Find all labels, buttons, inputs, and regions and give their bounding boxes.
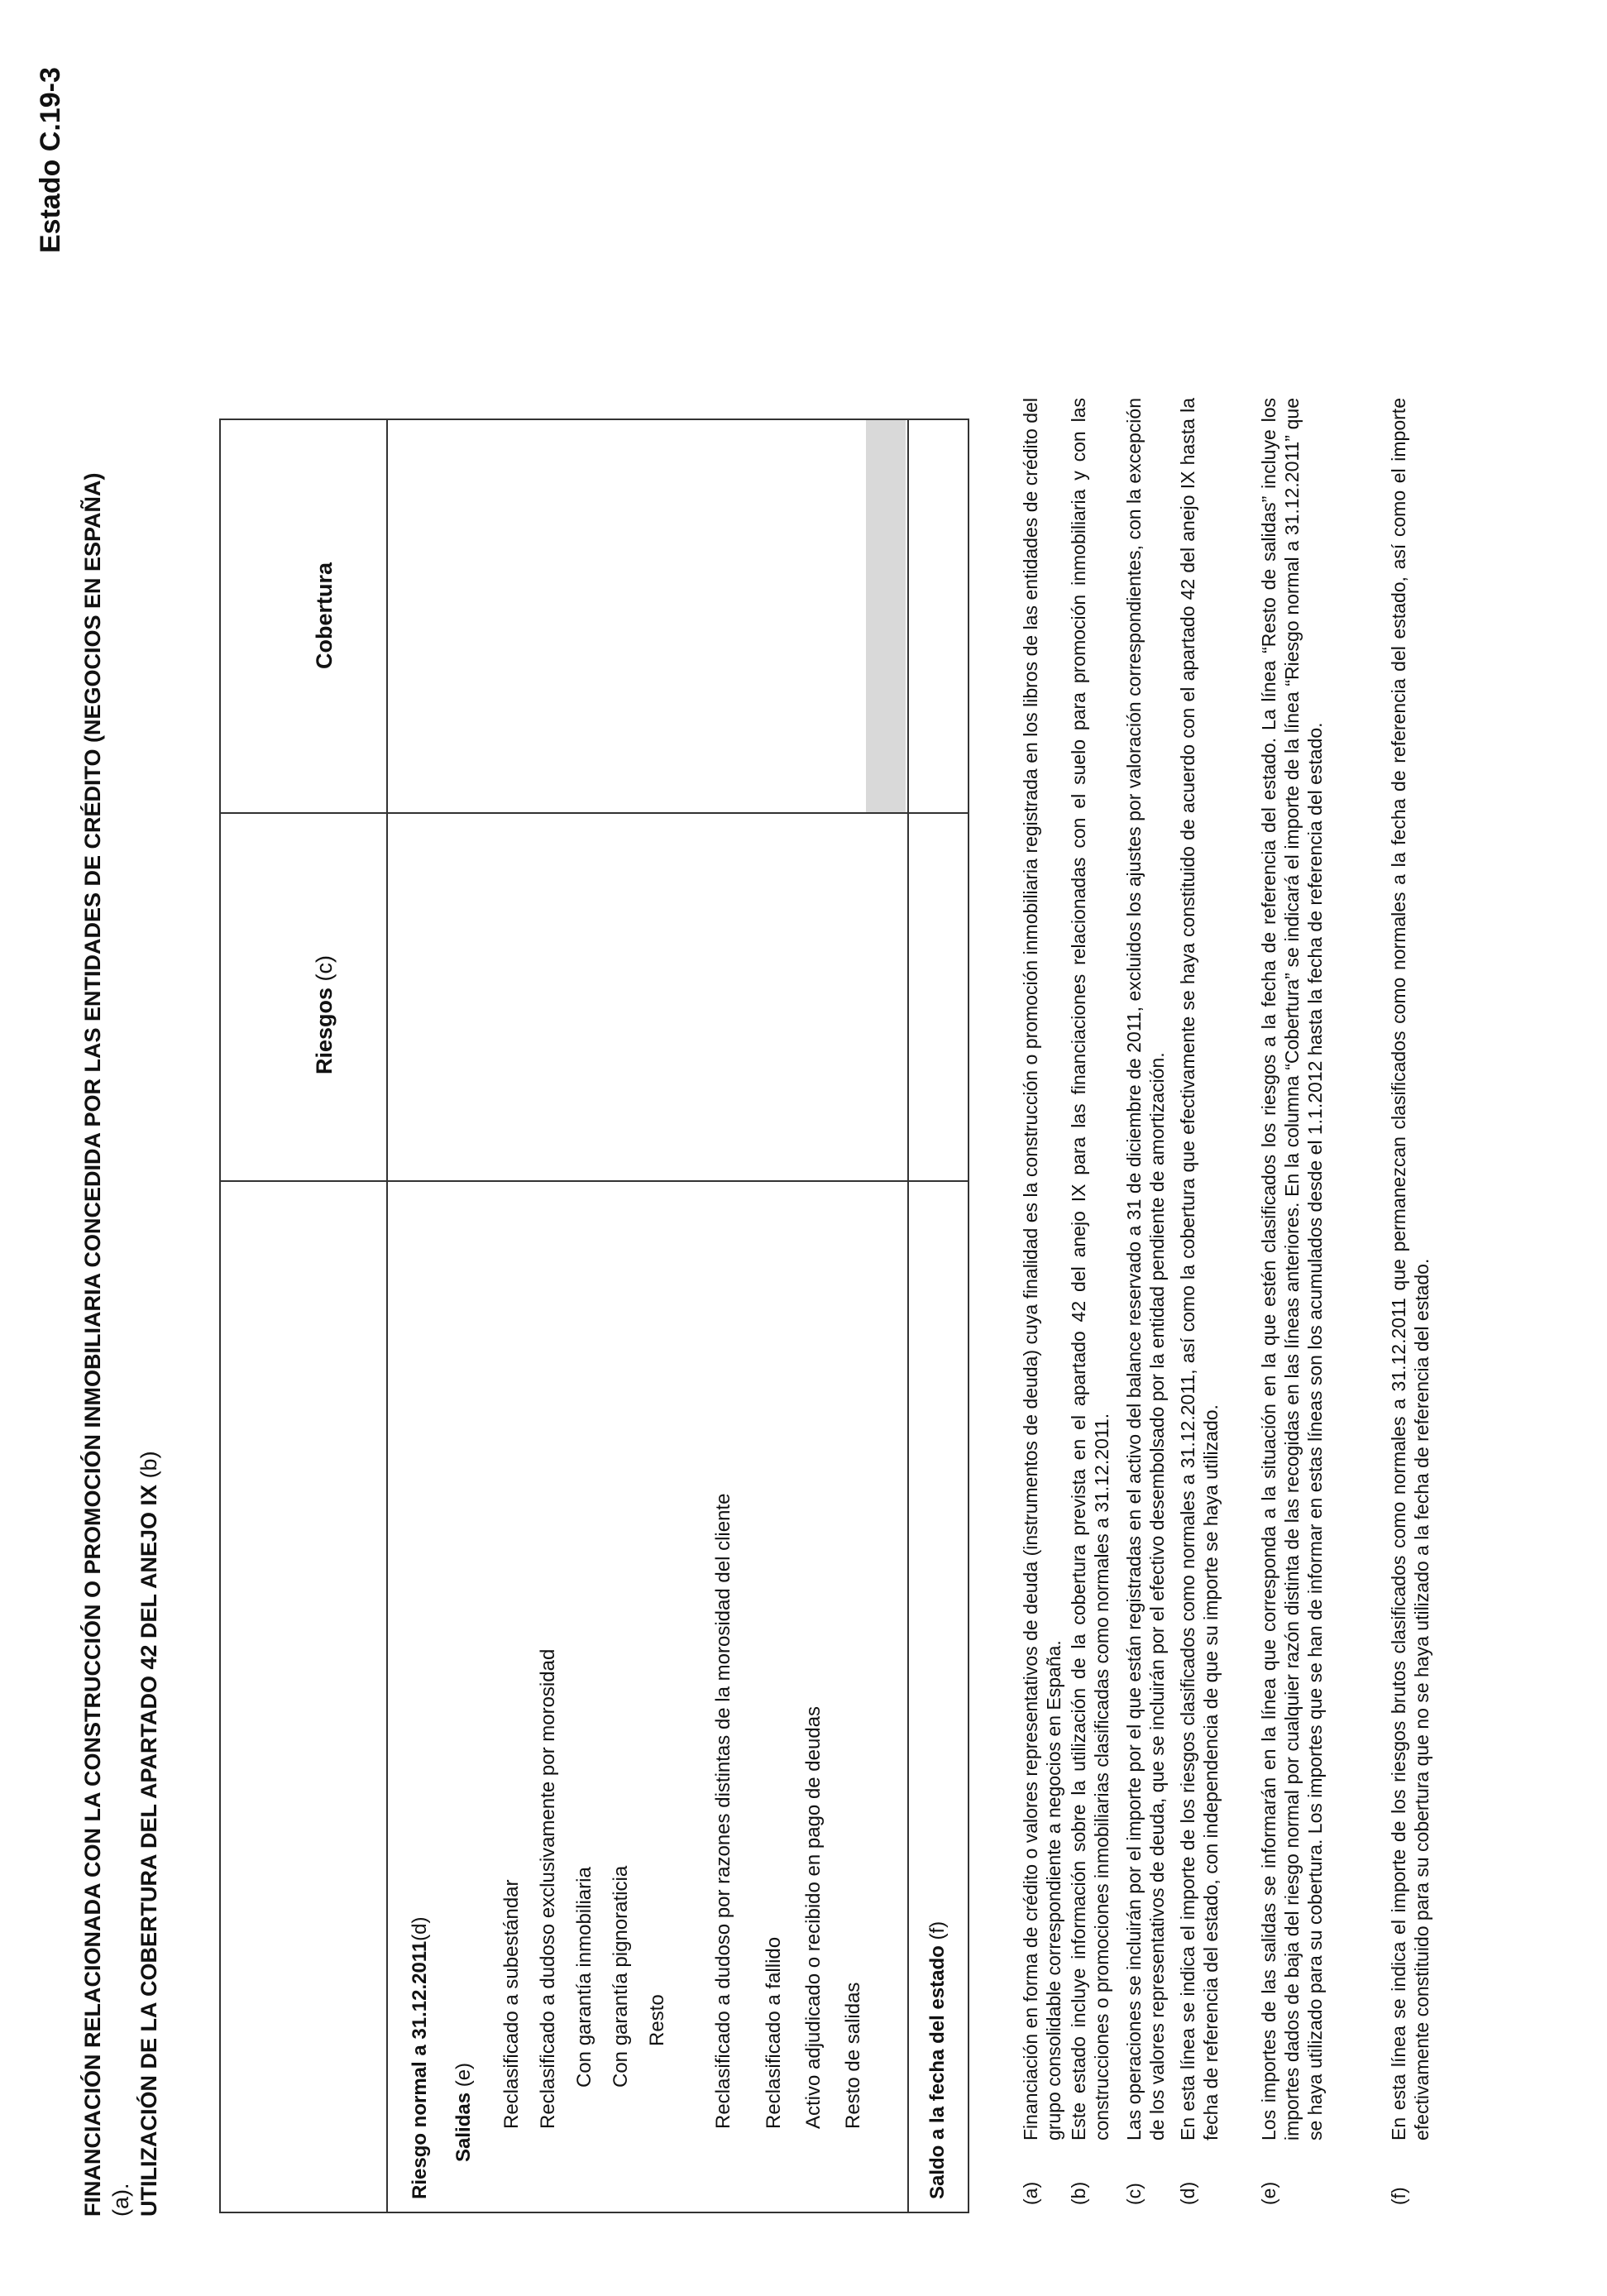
column-header-cobertura: Cobertura xyxy=(312,562,337,669)
footnote-text: En esta línea se indica el importe de los riesgos brutos clasificados como normales a 31.12.2011 que permanezcan clasificados como normales a la fecha de referencia del estado, así como el importe efectivamente constituido para su cobertura que no se haya utilizado a la fecha de referencia del estado. xyxy=(1388,398,1432,2141)
footer-divider xyxy=(907,420,909,2212)
header-divider xyxy=(386,420,388,2212)
footnote-c xyxy=(1122,398,1169,2205)
footnote-letter: (b) xyxy=(1068,2181,1089,2205)
row-garantia-pignoraticia: Con garantía pignoraticia xyxy=(610,1865,632,2088)
footnote-letter: (d) xyxy=(1177,2181,1198,2205)
row-resto: Resto xyxy=(646,1994,668,2046)
footnote-letter: (f) xyxy=(1388,2187,1409,2205)
footnote-text: Este estado incluye información sobre la utilización de la cobertura prevista en el apartado 42 del anejo IX para las financiaciones relacionadas con el suelo para promoción inmobiliaria y con las construcciones o promociones inmobiliarias clasificadas como normales a 31.12.2011. xyxy=(1068,398,1112,2141)
footnote-text: En esta línea se indica el importe de los riesgos clasificados como normales a 31.12.2011, así como la cobertura que efectivamente se haya constituido de acuerdo con el apartado 42 del anejo IX hasta la fecha de referencia del estado, con independencia de que su importe se haya utilizado. xyxy=(1177,398,1222,2141)
footnote-text: Financiación en forma de crédito o valores representativos de deuda (instrumentos de deuda) cuya finalidad es la construcción o promoción inmobiliaria registrada en los libros de las entidades de crédito del grupo consolidable correspondiente a negocios en España. xyxy=(1020,398,1064,2141)
footnote-a xyxy=(1019,398,1065,2205)
footnote-text: Las operaciones se incluirán por el importe por el que están registradas en el activo del balance reservado a 31 de diciembre de 2011, excluidos los ajustes por valoración correspondientes, con la excepción de los valores representativos de deuda, que se incluirán por el efectivo desembolsado por la entidad pendiente de amortización. xyxy=(1123,398,1168,2141)
row-reclasificado-dudoso-otras: Reclasificado a dudoso por razones distintas de la morosidad del cliente xyxy=(712,1493,734,2129)
title-line-1-ref: (a). xyxy=(108,2183,133,2217)
footnote-text: Los importes de las salidas se informarán en la línea que corresponda a la situación en la que estén clasificados los riesgos a la fecha de referencia del estado. La línea “Resto de salidas” incluye los importes dados de baja del riesgo normal por cualquier razón distinta de las recogidas en las líneas anteriores. En la columna “Cobertura” se indicará el importe de la línea “Riesgo normal a 31.12.2011” que se haya utilizado para su cobertura. Los importes que se han de informar en estas líneas son los acumulados desde el 1.1.2012 hasta la fecha de referencia del estado. xyxy=(1258,398,1326,2141)
title-line-2: UTILIZACIÓN DE LA COBERTURA DEL APARTADO 42 DEL ANEJO IX xyxy=(136,1484,161,2217)
footnote-f xyxy=(1387,398,1433,2205)
title-line-2-ref: (b) xyxy=(136,1451,161,1485)
row-reclasificado-subestandar: Reclasificado a subestándar xyxy=(500,1879,523,2129)
row-activo-adjudicado: Activo adjudicado o recibido en pago de deudas xyxy=(802,1705,825,2129)
page-title xyxy=(79,438,163,2217)
shaded-cell xyxy=(866,420,906,812)
footnote-d xyxy=(1176,398,1222,2205)
row-salidas: Salidas (e) xyxy=(452,2062,475,2162)
footnote-letter: (c) xyxy=(1123,2183,1145,2205)
footnote-e xyxy=(1257,398,1327,2205)
form-code: Estado C.19-3 xyxy=(35,67,66,253)
row-reclasificado-dudoso-morosidad: Reclasificado a dudoso exclusivamente por morosidad xyxy=(537,1648,559,2129)
footnote-letter: (a) xyxy=(1020,2181,1041,2205)
row-riesgo-normal: Riesgo normal a 31.12.2011(d) xyxy=(409,1916,431,2199)
row-resto-salidas: Resto de salidas xyxy=(842,1982,864,2129)
row-garantia-inmobiliaria: Con garantía inmobiliaria xyxy=(573,1867,595,2088)
column-header-riesgos: Riesgos (c) xyxy=(312,954,337,1074)
column-divider-1 xyxy=(221,1180,968,1182)
row-saldo-fecha: Saldo a la fecha del estado (f) xyxy=(926,1921,949,2199)
column-divider-2 xyxy=(221,812,968,814)
title-line-1: FINANCIACIÓN RELACIONADA CON LA CONSTRUCCIÓN O PROMOCIÓN INMOBILIARIA CONCEDIDA POR LAS ENTIDADES DE CRÉDITO (NEGOCIOS EN ESPAÑA) xyxy=(80,472,105,2217)
row-reclasificado-fallido: Reclasificado a fallido xyxy=(763,1936,785,2129)
footnote-b xyxy=(1067,398,1113,2205)
coverage-table xyxy=(219,419,969,2213)
footnote-letter: (e) xyxy=(1258,2181,1279,2205)
